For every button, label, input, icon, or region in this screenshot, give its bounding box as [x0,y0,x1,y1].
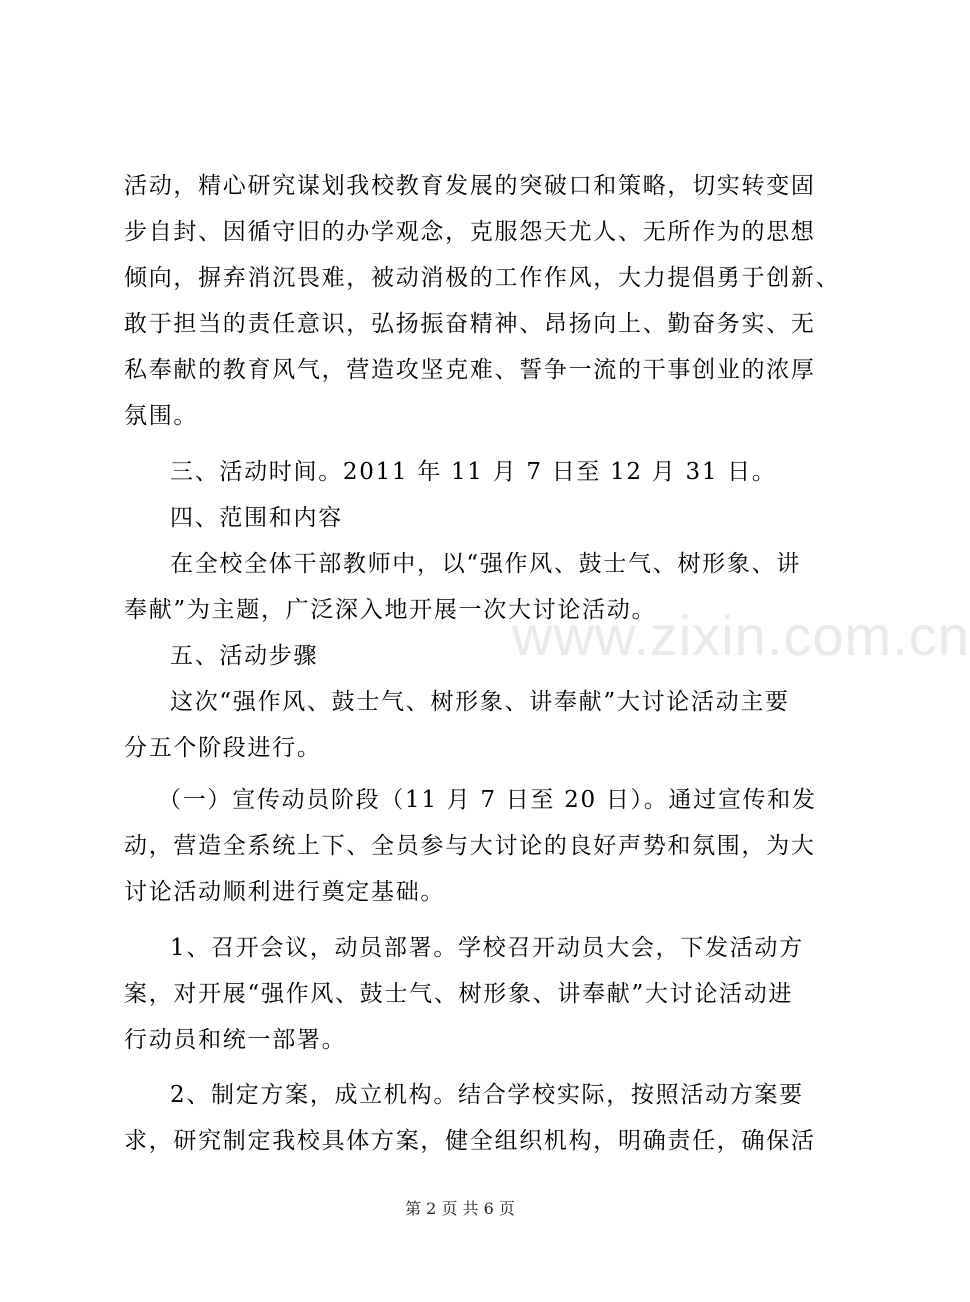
body-line: 在全校全体干部教师中，以“强作风、鼓士气、树形象、讲 [170,551,801,577]
body-line: 氛围。 [124,403,199,429]
body-line: 奉献”为主题，广泛深入地开展一次大讨论活动。 [124,597,657,623]
section-heading: 四、范围和内容 [170,505,343,531]
body-line: 2、制定方案，成立机构。结合学校实际，按照活动方案要 [170,1082,804,1108]
body-line: 分五个阶段进行。 [124,735,322,761]
body-line: 步自封、因循守旧的办学观念，克服怨天尤人、无所作为的思想 [124,219,816,245]
body-line: 倾向，摒弃消沉畏难，被动消极的工作作风，大力提倡勇于创新、 [124,265,841,291]
watermark: www.zixin.com.cn [512,604,970,667]
body-line: 讨论活动顺利进行奠定基础。 [124,879,446,905]
body-line: 私奉献的教育风气，营造攻坚克难、誓争一流的干事创业的浓厚 [124,357,816,383]
body-line: 活动，精心研究谋划我校教育发展的突破口和策略，切实转变固 [124,173,816,199]
body-line: 案，对开展“强作风、鼓士气、树形象、讲奉献”大讨论活动进 [124,981,794,1007]
page-number-footer: 第 2 页 共 6 页 [405,1199,515,1218]
body-line: （一）宣传动员阶段（11 月 7 日至 20 日）。通过宣传和发 [158,787,817,813]
body-line: 行动员和统一部署。 [124,1027,347,1053]
body-line: 这次“强作风、鼓士气、树形象、讲奉献”大讨论活动主要 [170,689,790,715]
body-line: 求，研究制定我校具体方案，健全组织机构，明确责任，确保活 [124,1128,816,1154]
section-heading: 三、活动时间。2011 年 11 月 7 日至 12 月 31 日。 [170,459,777,485]
body-line: 1、召开会议，动员部署。学校召开动员大会，下发活动方 [170,935,804,961]
section-heading: 五、活动步骤 [170,643,319,669]
body-line: 敢于担当的责任意识，弘扬振奋精神、昂扬向上、勤奋务实、无 [124,311,816,337]
body-line: 动，营造全系统上下、全员参与大讨论的良好声势和氛围，为大 [124,833,816,859]
